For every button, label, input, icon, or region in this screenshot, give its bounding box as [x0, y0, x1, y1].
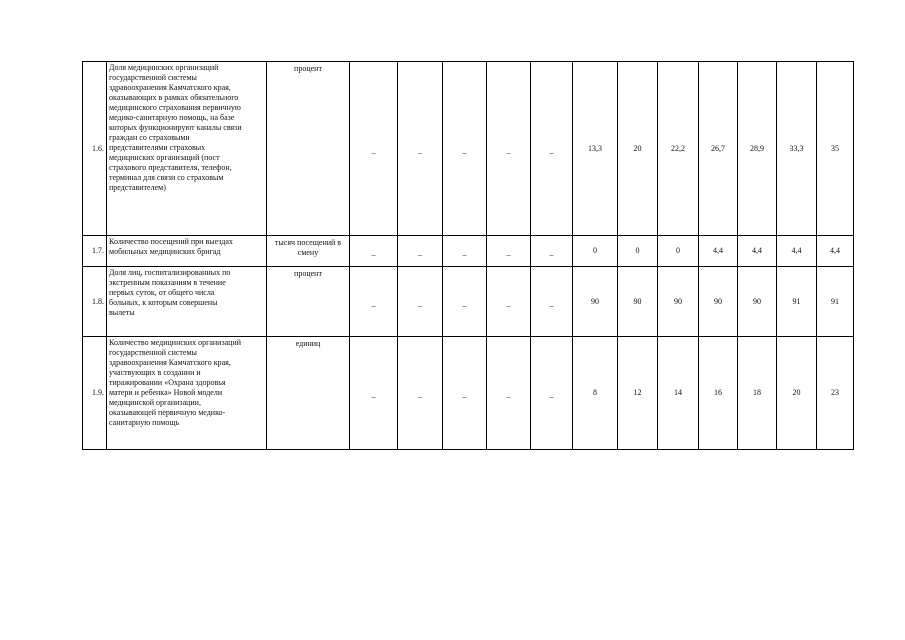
empty-value-cell	[443, 267, 487, 337]
table-row	[83, 337, 854, 450]
dash-mark: _	[371, 390, 376, 399]
value-cell: 35	[817, 62, 854, 236]
value-cell: 90	[738, 267, 777, 337]
value-cell: 4,4	[738, 236, 777, 267]
value-cell: 4,4	[817, 236, 854, 267]
value-cell: 22,2	[658, 62, 699, 236]
value-cell: 90	[573, 267, 618, 337]
dash-mark: _	[418, 248, 422, 257]
value-cell: 90	[699, 267, 738, 337]
dash-mark: _	[462, 298, 467, 308]
table-row	[83, 236, 854, 267]
empty-value-cell	[443, 62, 487, 236]
table-row	[83, 267, 854, 337]
empty-value-cell	[350, 236, 398, 267]
value-cell: 90	[658, 267, 699, 337]
dash-mark: _	[506, 390, 511, 399]
empty-value-cell	[487, 62, 531, 236]
dash-mark: _	[371, 298, 376, 308]
value-cell: 90	[618, 267, 658, 337]
dash-mark: _	[549, 298, 554, 308]
value-cell: 26,7	[699, 62, 738, 236]
value-cell: 4,4	[777, 236, 817, 267]
value-cell: 0	[658, 236, 699, 267]
row-number: 1.9.	[83, 337, 107, 450]
indicator-description: Доля лиц, госпитализированных по экстренным показаниям в течение первых суток, от общего числа больных, к которым совершены вылеты	[107, 267, 267, 337]
dash-mark: _	[418, 145, 422, 155]
row-number: 1.6.	[83, 62, 107, 236]
dash-mark: _	[549, 390, 554, 399]
dash-mark: _	[371, 248, 376, 257]
empty-value-cell	[531, 267, 573, 337]
dash-mark: _	[506, 145, 511, 155]
empty-value-cell	[531, 337, 573, 450]
dash-mark: _	[418, 390, 422, 399]
unit-cell: процент	[267, 62, 350, 236]
value-cell: 18	[738, 337, 777, 450]
indicator-description: Доля медицинских организаций государственной системы здравоохранения Камчатского края, оказывающих в рамках обязательного медицинского страхования первичную медико-санитарную помощь, на базе которых функционируют каналы связи граждан со страховыми представителями страховых медицинских организаций (пост страхового представителя, телефон, терминал для связи со страховым представителем)	[107, 62, 267, 236]
dash-mark: _	[506, 248, 511, 257]
value-cell: 0	[618, 236, 658, 267]
empty-value-cell	[350, 337, 398, 450]
value-cell: 20	[777, 337, 817, 450]
empty-value-cell	[398, 236, 443, 267]
table-row	[83, 62, 854, 236]
empty-value-cell	[350, 62, 398, 236]
value-cell: 33,3	[777, 62, 817, 236]
row-number: 1.7.	[83, 236, 107, 267]
value-cell: 8	[573, 337, 618, 450]
empty-value-cell	[398, 62, 443, 236]
value-cell: 91	[777, 267, 817, 337]
dash-mark: _	[462, 248, 467, 257]
dash-mark: _	[549, 145, 554, 155]
indicator-description: Количество посещений при выездах мобильных медицинских бригад	[107, 236, 267, 267]
empty-value-cell	[487, 236, 531, 267]
dash-mark: _	[371, 145, 376, 155]
empty-value-cell	[531, 62, 573, 236]
dash-mark: _	[549, 248, 554, 257]
empty-value-cell	[398, 337, 443, 450]
value-cell: 23	[817, 337, 854, 450]
value-cell: 20	[618, 62, 658, 236]
unit-cell: процент	[267, 267, 350, 337]
value-cell: 4,4	[699, 236, 738, 267]
empty-value-cell	[487, 337, 531, 450]
value-cell: 14	[658, 337, 699, 450]
empty-value-cell	[487, 267, 531, 337]
row-number: 1.8.	[83, 267, 107, 337]
empty-value-cell	[350, 267, 398, 337]
dash-mark: _	[462, 390, 467, 399]
empty-value-cell	[398, 267, 443, 337]
unit-cell: тысяч посещений в смену	[267, 236, 350, 267]
value-cell: 16	[699, 337, 738, 450]
dash-mark: _	[506, 298, 511, 308]
unit-cell: единиц	[267, 337, 350, 450]
value-cell: 13,3	[573, 62, 618, 236]
indicators-table	[82, 61, 854, 450]
value-cell: 0	[573, 236, 618, 267]
empty-value-cell	[443, 236, 487, 267]
dash-mark: _	[418, 298, 422, 308]
indicator-description: Количество медицинских организаций государственной системы здравоохранения Камчатского края, участвующих в создании и тиражировании «Охрана здоровья матери и ребенка» Новой модели медицинской организации, оказывающей первичную медико- санитарную помощь	[107, 337, 267, 450]
value-cell: 28,9	[738, 62, 777, 236]
empty-value-cell	[531, 236, 573, 267]
value-cell: 91	[817, 267, 854, 337]
dash-mark: _	[462, 145, 467, 155]
empty-value-cell	[443, 337, 487, 450]
value-cell: 12	[618, 337, 658, 450]
